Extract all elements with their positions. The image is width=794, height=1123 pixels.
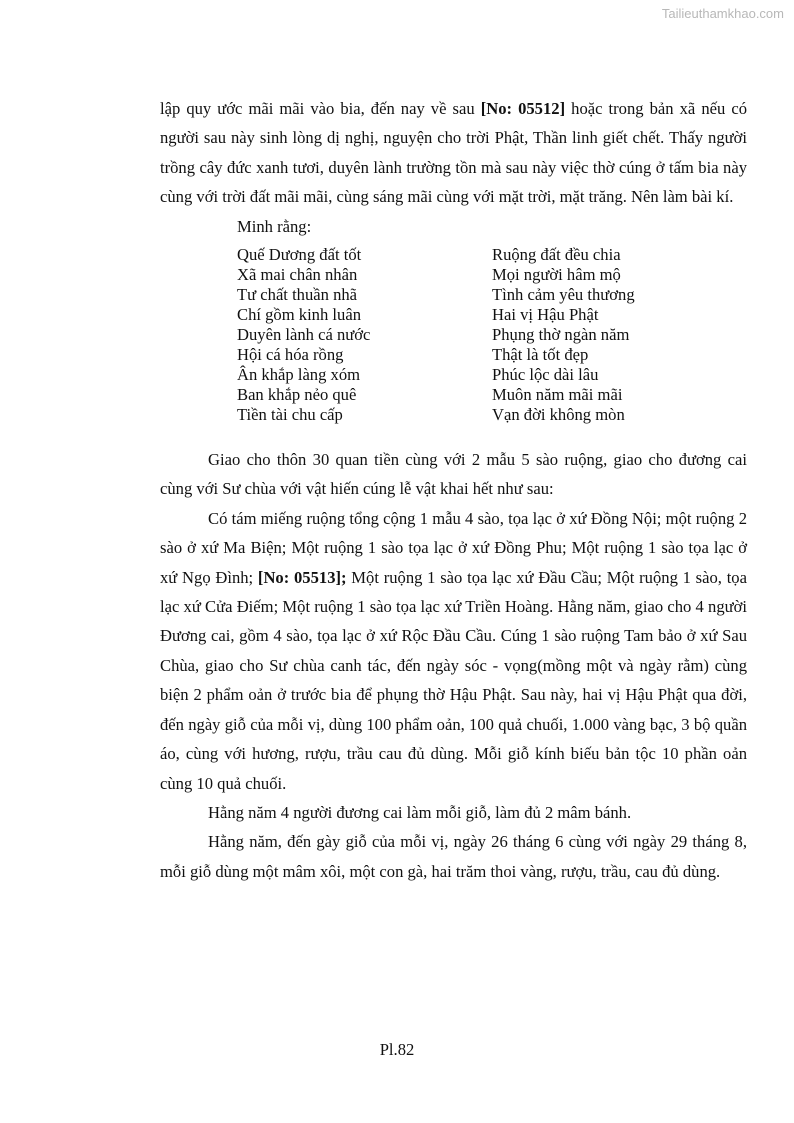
verse-line: Ân khắp làng xóm: [237, 365, 361, 385]
paragraph-4: Hằng năm 4 người đương cai làm mỗi giỗ, làm đủ 2 mâm bánh.: [208, 802, 632, 822]
watermark: Tailieuthamkhao.com: [661, 6, 784, 21]
paragraph-3: [160, 504, 747, 798]
reference-number: [No: 05513];: [257, 567, 347, 587]
text: Một ruộng 1 sào tọa lạc xứ Đầu Cầu; Một ruộng 1 sào, tọa lạc xứ Cửa Điếm; Một ruộng 1 sào tọa lạc xứ Triền Hoàng. Hằng năm, giao cho 4 người Đương cai, gồm 4 sào, tọa lạc ở xứ Rộc Đầu Cầu. Cúng 1 sào ruộng Tam bảo ở xứ Sau Chùa, giao cho Sư chùa canh tác, đến ngày sóc - vọng(mồng một và ngày rằm) cùng biện 2 phẩm oản ở trước bia để phụng thờ Hậu Phật. Sau này, hai vị Hậu Phật qua đời, đến ngày giỗ của mỗi vị, dùng 100 phẩm oản, 100 quả chuối, 1.000 vàng bạc, 3 bộ quần áo, cùng với hương, rượu, trầu cau đủ dùng. Mỗi giỗ kính biếu bản tộc 10 phần oản cùng 10 quả chuối.: [160, 567, 747, 793]
verse-line: Duyên lành cá nước: [237, 325, 371, 345]
verse-line: Muôn năm mãi mãi: [492, 385, 623, 405]
verse-column-right: [492, 245, 747, 425]
paragraph-5: Hằng năm, đến gày giỗ của mỗi vị, ngày 26 tháng 6 cùng với ngày 29 tháng 8, mỗi giỗ dùng một mâm xôi, một con gà, hai trăm thoi vàng, rượu, trầu, cau đủ dùng.: [160, 832, 747, 881]
verse-line: Thật là tốt đẹp: [492, 345, 589, 365]
verse-line: Tư chất thuần nhã: [237, 285, 358, 305]
paragraph-1: [160, 94, 747, 212]
verse-line: Ban khắp nẻo quê: [237, 385, 357, 405]
document-body: [160, 94, 747, 886]
text: lập quy ước mãi mãi vào bia, đến nay về sau: [160, 99, 481, 118]
text: hoặc trong bản xã nếu có người sau này sinh lòng dị nghị, nguyện cho trời Phật, Thần linh giết chết. Thấy người trồng cây đức xanh tươi, duyên lành trường tồn mà sau này việc thờ cúng ở tấm bia này cùng với trời đất mãi mãi, cùng sáng mãi cùng với mặt trời, mặt trăng. Nên làm bài kí.: [160, 99, 748, 207]
verse-line: Phúc lộc dài lâu: [492, 365, 599, 385]
verse-line: Tiền tài chu cấp: [237, 405, 343, 425]
verse-line: Ruộng đất đều chia: [492, 245, 621, 265]
verse-line: Hai vị Hậu Phật: [492, 305, 599, 325]
verse-line: Chí gồm kinh luân: [237, 305, 361, 325]
verse-line: Tình cảm yêu thương: [492, 285, 635, 305]
verse-block: [237, 245, 747, 425]
verse-line: Vạn đời không mòn: [492, 405, 625, 425]
verse-line: Hội cá hóa rồng: [237, 345, 344, 365]
paragraph-2: Giao cho thôn 30 quan tiền cùng với 2 mẫu 5 sào ruộng, giao cho đương cai cùng với Sư chùa với vật hiến cúng lễ vật khai hết như sau:: [160, 450, 747, 499]
text: Có tám miếng ruộng tổng cộng 1 mẫu 4 sào, tọa lạc ở xứ Đồng Nội; một ruộng 2 sào ở xứ Ma Biện; Một ruộng 1 sào tọa lạc ở xứ Đồng Phu; Một ruộng 1 sào tọa lạc ở xứ Ngọ Đình;: [160, 508, 747, 587]
verse-line: Mọi người hâm mộ: [492, 265, 621, 285]
reference-number: [No: 05512]: [480, 99, 566, 118]
verse-intro: Minh rằng:: [237, 216, 312, 236]
verse-line: Xã mai chân nhân: [237, 265, 358, 285]
page-number: Pl.82: [379, 1040, 415, 1059]
verse-line: Phụng thờ ngàn năm: [492, 325, 630, 345]
verse-column-left: [237, 245, 492, 425]
verse-line: Quế Dương đất tốt: [237, 245, 362, 265]
